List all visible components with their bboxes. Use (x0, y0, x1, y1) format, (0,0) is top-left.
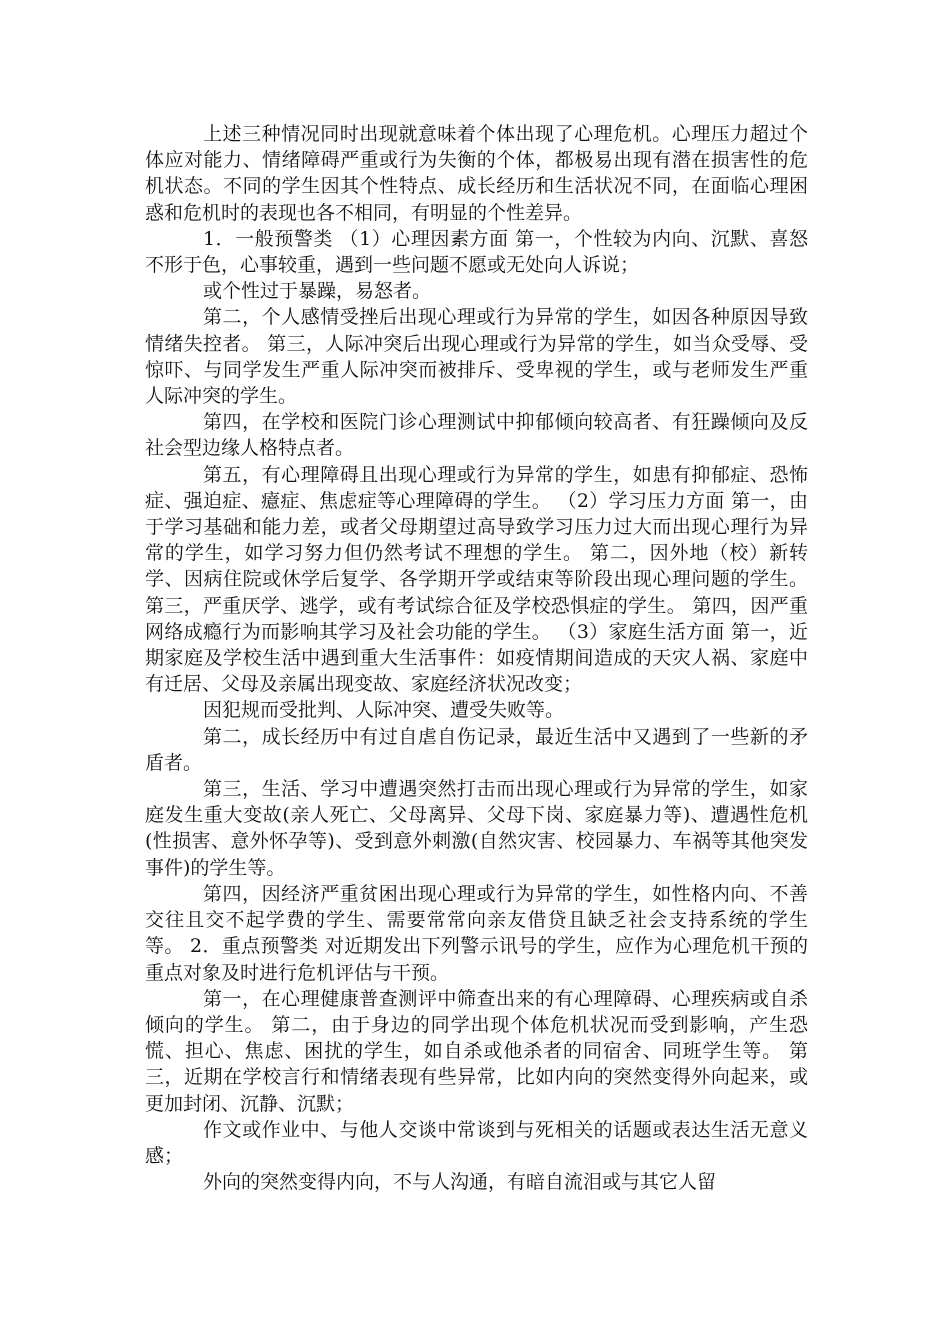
paragraph: 第一，在心理健康普查测评中筛查出来的有心理障碍、心理疾病或自杀倾向的学生。 第二，由于身边的同学出现个体危机状况而受到影响，产生恐慌、担心、焦虑、困扰的学生，如自杀或他杀者的同宿舍、同班学生等。 第三，近期在学校言行和情绪表现有些异常，比如内向的突然变得外向起来，或更加封闭、沉静、沉默； (145, 987, 808, 1115)
paragraph: 第四，因经济严重贫困出现心理或行为异常的学生，如性格内向、不善交往且交不起学费的学生、需要常常向亲友借贷且缺乏社会支持系统的学生等。 2．重点预警类 对近期发出下列警示讯号的学生，应作为心理危机干预的重点对象及时进行危机评估与干预。 (145, 882, 808, 984)
document-body (145, 121, 808, 1195)
paragraph: 第二，个人感情受挫后出现心理或行为异常的学生，如因各种原因导致情绪失控者。 第三，人际冲突后出现心理或行为异常的学生，如当众受辱、受惊吓、与同学发生严重人际冲突而被排斥、受卑视的学生，或与老师发生严重人际冲突的学生。 (145, 306, 808, 408)
paragraph: 因犯规而受批判、人际冲突、遭受失败等。 (203, 699, 565, 722)
paragraph: 第四，在学校和医院门诊心理测试中抑郁倾向较高者、有狂躁倾向及反社会型边缘人格特点者。 (145, 411, 808, 460)
paragraph: 上述三种情况同时出现就意味着个体出现了心理危机。心理压力超过个体应对能力、情绪障碍严重或行为失衡的个体，都极易出现有潜在损害性的危机状态。不同的学生因其个性特点、成长经历和生活状况不同，在面临心理困惑和危机时的表现也各不相同，有明显的个性差异。 (145, 123, 808, 224)
paragraph: 作文或作业中、与他人交谈中常谈到与死相关的话题或表达生活无意义感； (145, 1118, 808, 1167)
paragraph: 第二，成长经历中有过自虐自伤记录，最近生活中又遇到了一些新的矛盾者。 (145, 725, 808, 774)
paragraph: 第五，有心理障碍且出现心理或行为异常的学生，如患有抑郁症、恐怖症、强迫症、癔症、焦虑症等心理障碍的学生。 （2）学习压力方面 第一，由于学习基础和能力差，或者父母期望过高导致学习压力过大而出现心理行为异常的学生，如学习努力但仍然考试不理想的学生。 第二，因外地（校）新转学、因病住院或休学后复学、各学期开学或结束等阶段出现心理问题的学生。 第三，严重厌学、逃学，或有考试综合征及学校恐惧症的学生。 第四，因严重网络成瘾行为而影响其学习及社会功能的学生。 （3）家庭生活方面 第一，近期家庭及学校生活中遇到重大生活事件：如疫情期间造成的天灾人祸、家庭中有迁居、父母及亲属出现变故、家庭经济状况改变； (145, 463, 808, 696)
paragraph: 外向的突然变得内向，不与人沟通，有暗自流泪或与其它人留 (203, 1171, 717, 1194)
paragraph: 1．一般预警类 （1）心理因素方面 第一，个性较为内向、沉默、喜怒不形于色，心事较重，遇到一些问题不愿或无处向人诉说； (145, 227, 808, 277)
paragraph: 或个性过于暴躁，易怒者。 (203, 280, 432, 303)
paragraph: 第三，生活、学习中遭遇突然打击而出现心理或行为异常的学生，如家庭发生重大变故(亲人死亡、父母离异、父母下岗、家庭暴力等)、遭遇性危机(性损害、意外怀孕等)、受到意外刺激(自然灾害、校园暴力、车祸等其他突发事件)的学生等。 (145, 778, 808, 879)
